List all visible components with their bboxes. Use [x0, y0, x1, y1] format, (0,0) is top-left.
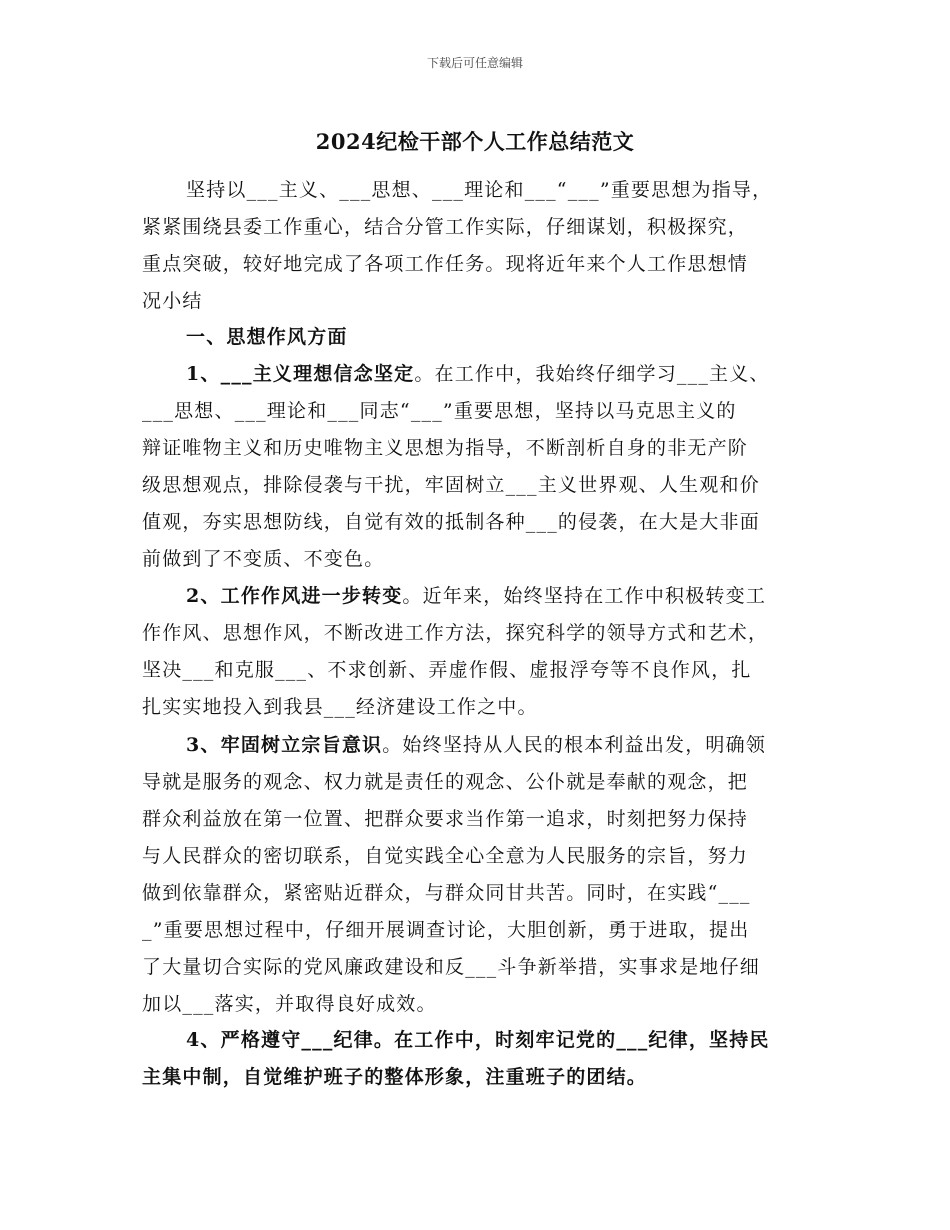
item-3-line: 群众利益放在第一位置、把群众要求当作第一追求，时刻把努力保持 [142, 808, 749, 830]
item-4-paragraph [142, 1022, 822, 1096]
item-1-line: 前做到了不变质、不变色。 [142, 548, 385, 570]
intro-paragraph [142, 172, 822, 320]
item-3-line: 与人民群众的密切联系，自觉实践全心全意为人民服务的宗旨，努力 [142, 845, 749, 867]
item-1-paragraph [142, 356, 822, 578]
item-1-heading: 1、___主义理想信念坚定 [186, 363, 415, 385]
item-3-text: 。始终坚持从人民的根本利益出发，明确领 [382, 734, 767, 756]
intro-line: 重点突破，较好地完成了各项工作任务。现将近年来个人工作思想情 [142, 253, 749, 275]
item-3-line: 做到依靠群众，紧密贴近群众，与群众同甘共苦。同时，在实践“___ [142, 882, 751, 904]
intro-line [142, 172, 822, 209]
header-note: 下载后可任意编辑 [426, 56, 523, 70]
item-1-line: 值观，夯实思想防线，自觉有效的抵制各种___的侵袭，在大是大非面 [142, 511, 760, 533]
intro-line-text: 坚持以___主义、___思想、___理论和___“___”重要思想为指导， [186, 179, 773, 201]
item-3-heading: 3、牢固树立宗旨意识 [186, 734, 383, 756]
item-2-line: 坚决___和克服___、不求创新、弄虚作假、虚报浮夸等不良作风，扎 [142, 659, 752, 681]
item-1-line: ___思想、___理论和___同志“___”重要思想，坚持以马克思主义的 [142, 400, 737, 422]
item-2-paragraph [142, 578, 822, 726]
item-3-line: 导就是服务的观念、权力就是责任的观念、公仆就是奉献的观念，把 [142, 771, 749, 793]
item-4-line: 主集中制，自觉维护班子的整体形象，注重班子的团结。 [142, 1066, 648, 1088]
item-2-text: 。近年来，始终坚持在工作中积极转变工 [402, 585, 767, 607]
item-1-line: 辩证唯物主义和历史唯物主义思想为指导，不断剖析自身的非无产阶 [142, 437, 749, 459]
item-1-line: 级思想观点，排除侵袭与干扰，牢固树立___主义世界观、人生观和价 [142, 474, 760, 496]
section-heading [142, 319, 822, 356]
intro-line: 紧紧围绕县委工作重心，结合分管工作实际，仔细谋划，积极探究， [142, 216, 749, 238]
intro-line: 况小结 [142, 290, 203, 312]
item-3-line: _”重要思想过程中，仔细开展调查讨论，大胆创新，勇于进取，提出 [142, 919, 750, 941]
item-3-line: 了大量切合实际的党风廉政建设和反___斗争新举措，实事求是地仔细 [142, 956, 760, 978]
section-heading-text: 一、思想作风方面 [186, 326, 348, 348]
item-3-paragraph [142, 727, 822, 1023]
item-4-line: 4、严格遵守___纪律。在工作中，时刻牢记党的___纪律，坚持民 [186, 1029, 770, 1051]
document-title: 2024纪检干部个人工作总结范文 [315, 129, 635, 154]
item-2-line: 作作风、思想作风，不断改进工作方法，探究科学的领导方式和艺术， [142, 622, 769, 644]
item-3-line: 加以___落实，并取得良好成效。 [142, 993, 437, 1015]
item-1-text: 。在工作中，我始终仔细学习___主义、 [414, 363, 770, 385]
item-2-line: 扎实实地投入到我县___经济建设工作之中。 [142, 696, 538, 718]
item-2-heading: 2、工作作风进一步转变 [186, 585, 403, 607]
